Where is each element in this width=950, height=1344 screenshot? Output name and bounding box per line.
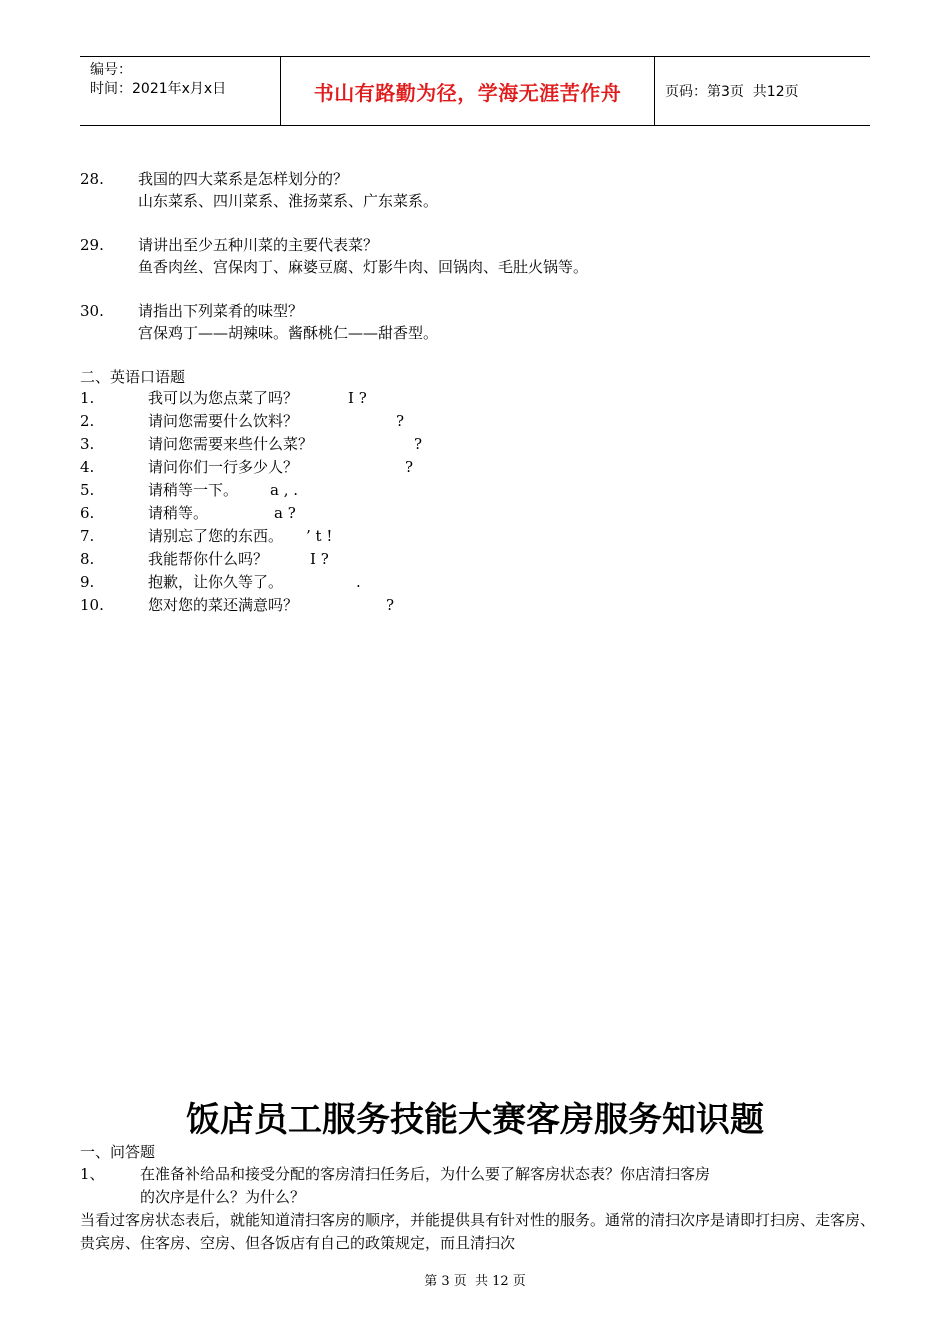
header-page-info: 页码：第3页 共12页 [665,84,799,100]
answer-text: 鱼香肉丝、宫保肉丁、麻婆豆腐、灯影牛肉、回锅肉、毛肚火锅等。 [138,258,589,276]
section-heading: 饭店员工服务技能大赛客房服务知识题 [186,1100,764,1140]
section-subtitle: 一、问答题 [80,1143,156,1161]
question-1 [80,1163,875,1186]
english-section-title: 二、英语口语题 [80,368,186,386]
answer-paragraph: 当看过客房状态表后，就能知道清扫客房的顺序，并能提供具有针对性的服务。通常的清扫次序是请即打扫房、走客房、贵宾房、住客房、空房、但各饭店有自己的政策规定，而且清扫次 [80,1211,876,1252]
question-text: 请讲出至少五种川菜的主要代表菜？ [138,236,379,254]
english-question-list [80,387,780,617]
question-text: 在准备补给品和接受分配的客房清扫任务后，为什么要了解客房状态表？你店清扫客房 [140,1165,711,1183]
header-meta [80,57,281,125]
list-item: 5. 请稍等一下。 a , . [80,481,299,499]
list-item: 8. 我能帮你什么吗？ I ? [80,550,329,568]
time-label: 时间：2021年x月x日 [90,81,227,97]
list-item: 7. 请别忘了您的东西。 ’ t ! [80,527,333,545]
room-service-section [80,1141,875,1255]
page-header [80,56,870,126]
number-label: 编号： [90,62,132,78]
question-number: 30. [80,302,104,320]
qa-28 [80,168,438,212]
question-number: 1、 [80,1165,105,1183]
list-item: 2. 请问您需要什么饮料？ ? [80,412,405,430]
answer-text: 山东菜系、四川菜系、淮扬菜系、广东菜系。 [138,192,439,210]
list-item: 10. 您对您的菜还满意吗？ ? [80,596,395,614]
qa-29 [80,234,588,278]
answer-text: 宫保鸡丁——胡辣味。酱酥桃仁——甜香型。 [138,324,439,342]
qa-30 [80,300,438,344]
header-motto: 书山有路勤为径，学海无涯苦作舟 [281,57,655,125]
question-text: 我国的四大菜系是怎样划分的？ [138,170,349,188]
list-item: 3. 请问您需要来些什么菜？ ? [80,435,423,453]
list-item: 4. 请问你们一行多少人？ ? [80,458,414,476]
page-footer: 第 3 页 共 12 页 [424,1274,526,1289]
list-item: 6. 请稍等。 a ? [80,504,296,522]
list-item: 9. 抱歉，让你久等了。 . [80,573,361,591]
question-text: 请指出下列菜肴的味型？ [138,302,304,320]
question-text-continued: 的次序是什么？为什么？ [140,1188,306,1206]
question-number: 29. [80,236,104,254]
question-number: 28. [80,170,104,188]
list-item: 1. 我可以为您点菜了吗？ I ? [80,389,367,407]
